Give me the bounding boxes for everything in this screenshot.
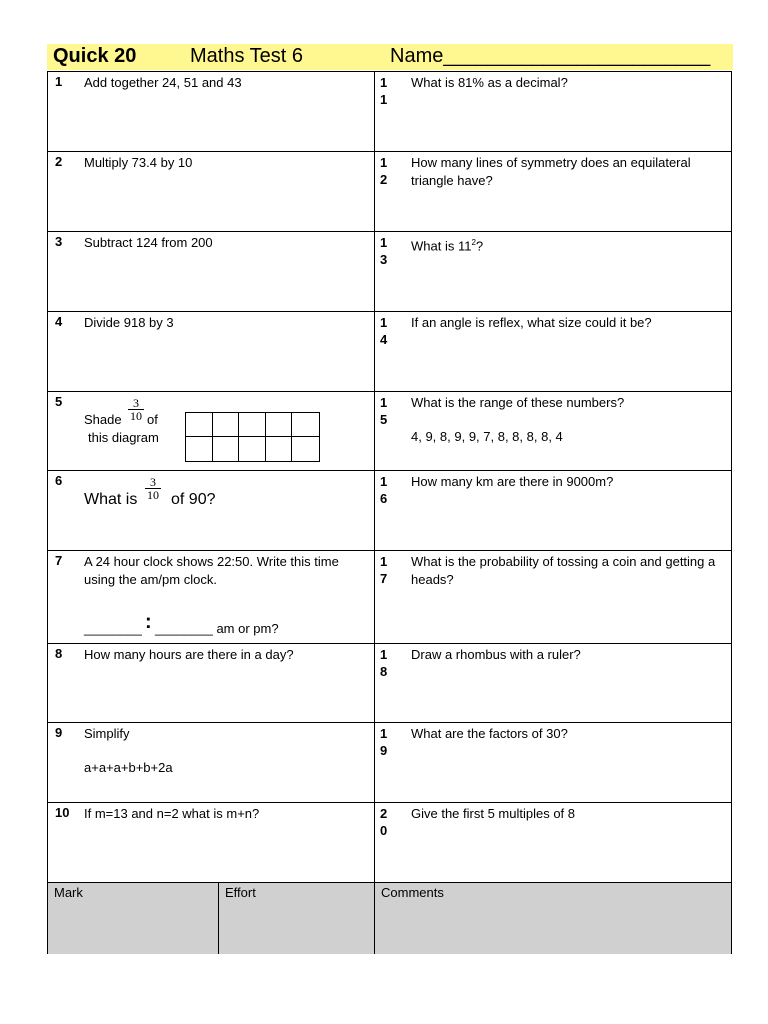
- expression: a+a+a+b+b+2a: [84, 760, 173, 775]
- table-row: [48, 72, 731, 152]
- question-cell[interactable]: [48, 72, 374, 151]
- question-cell[interactable]: [375, 803, 733, 882]
- question-number: 3: [55, 234, 63, 249]
- question-text: If m=13 and n=2 what is m+n?: [84, 806, 260, 821]
- grid-cell[interactable]: [239, 437, 266, 461]
- question-cell[interactable]: [48, 471, 374, 550]
- question-text: Divide 918 by 3: [84, 315, 174, 330]
- question-number: 2: [55, 154, 63, 169]
- grid-cell[interactable]: [266, 413, 293, 437]
- grid-cell[interactable]: [292, 413, 319, 437]
- question-number: 7: [55, 553, 63, 568]
- quick-label: Quick 20: [53, 45, 137, 67]
- mark-cell[interactable]: [48, 883, 219, 954]
- fraction-numerator: 3: [128, 397, 144, 410]
- table-row: [48, 152, 731, 232]
- question-cell[interactable]: [48, 232, 374, 311]
- question-cell[interactable]: [48, 803, 374, 882]
- table-row: [48, 232, 731, 312]
- question-cell[interactable]: [375, 392, 733, 470]
- question-number: 14: [380, 315, 388, 347]
- fraction-denominator: 10: [147, 488, 159, 502]
- table-row: [48, 723, 731, 803]
- question-number: 9: [55, 725, 63, 740]
- question-text: What is the probability of tossing a coin and getting a heads?: [411, 554, 716, 587]
- question-text: How many lines of symmetry does an equilateral triangle have?: [411, 155, 691, 188]
- question-cell[interactable]: [375, 312, 733, 391]
- question-text: How many hours are there in a day?: [84, 647, 294, 662]
- question-text: A 24 hour clock shows 22:50. Write this time using the am/pm clock.: [84, 554, 339, 587]
- question-cell[interactable]: [375, 152, 733, 231]
- question-cell[interactable]: [48, 723, 374, 802]
- grid-cell[interactable]: [292, 437, 319, 461]
- question-number: 4: [55, 314, 63, 329]
- question-text-main: What is 11: [411, 238, 472, 254]
- question-text: What are the factors of 30?: [411, 726, 568, 741]
- time-colon: :: [145, 611, 152, 633]
- question-number: 8: [55, 646, 63, 661]
- question-table: [47, 71, 732, 954]
- question-cell[interactable]: [375, 471, 733, 550]
- question-cell[interactable]: [48, 551, 374, 643]
- question-number: 18: [380, 647, 388, 679]
- question-text: [411, 234, 729, 255]
- shading-grid[interactable]: [185, 412, 320, 462]
- question-cell[interactable]: [48, 152, 374, 231]
- question-number: 13: [380, 235, 388, 267]
- effort-cell[interactable]: [219, 883, 375, 954]
- time-answer-line-1[interactable]: ________: [84, 621, 142, 636]
- grid-cell[interactable]: [186, 437, 213, 461]
- fraction: [128, 397, 144, 422]
- table-row: [48, 312, 731, 392]
- fraction-denominator: 10: [130, 409, 142, 423]
- grid-cell[interactable]: [213, 437, 240, 461]
- question-number: 6: [55, 473, 63, 488]
- question-text: What is 81% as a decimal?: [411, 75, 568, 90]
- question-cell[interactable]: [375, 644, 733, 722]
- question-text: this diagram: [88, 430, 159, 445]
- number-list: 4, 9, 8, 9, 9, 7, 8, 8, 8, 8, 4: [411, 429, 563, 444]
- table-row: [48, 392, 731, 471]
- table-row: [48, 551, 731, 644]
- question-number: 1: [55, 74, 63, 89]
- fraction-numerator: 3: [145, 476, 161, 489]
- question-cell[interactable]: [48, 312, 374, 391]
- question-text: How many km are there in 9000m?: [411, 474, 614, 489]
- comments-label: Comments: [381, 885, 444, 900]
- grid-cell[interactable]: [266, 437, 293, 461]
- effort-label: Effort: [225, 885, 256, 900]
- question-cell[interactable]: [375, 551, 733, 643]
- question-text: Multiply 73.4 by 10: [84, 155, 193, 170]
- grid-cell[interactable]: [239, 413, 266, 437]
- question-text: Subtract 124 from 200: [84, 235, 213, 250]
- table-row: [48, 803, 731, 883]
- feedback-row: [48, 883, 731, 954]
- test-title: Maths Test 6: [190, 45, 304, 67]
- grid-cell[interactable]: [213, 413, 240, 437]
- question-number: 12: [380, 155, 388, 187]
- name-field[interactable]: Name________________________: [390, 45, 711, 67]
- fraction: [145, 476, 161, 501]
- comments-cell[interactable]: [375, 883, 731, 954]
- question-text: of: [147, 412, 158, 427]
- grid-cell[interactable]: [186, 413, 213, 437]
- time-answer-line-2[interactable]: ________ am or pm?: [155, 621, 279, 636]
- mark-label: Mark: [54, 885, 83, 900]
- question-text: Simplify: [84, 726, 130, 741]
- question-number: 11: [380, 75, 388, 107]
- question-text: What is the range of these numbers?: [411, 395, 625, 410]
- question-text: Shade: [84, 412, 122, 427]
- question-cell[interactable]: [375, 72, 733, 151]
- question-text: Draw a rhombus with a ruler?: [411, 647, 581, 662]
- question-number: 16: [380, 474, 388, 506]
- question-cell[interactable]: [375, 232, 733, 311]
- question-text-end: ?: [475, 238, 484, 254]
- question-cell[interactable]: [48, 392, 374, 470]
- question-number: 15: [380, 395, 388, 427]
- question-number: 10: [55, 805, 70, 820]
- question-text: Add together 24, 51 and 43: [84, 75, 242, 90]
- question-number: 17: [380, 554, 388, 586]
- question-text: of 90?: [171, 491, 216, 508]
- question-text: Give the first 5 multiples of 8: [411, 806, 576, 821]
- exponent: 2: [471, 238, 476, 247]
- table-row: [48, 644, 731, 723]
- test-header: [47, 44, 733, 70]
- table-row: [48, 471, 731, 551]
- question-text: What is: [84, 491, 138, 508]
- question-number: 19: [380, 726, 388, 758]
- question-text: If an angle is reflex, what size could it be?: [411, 315, 652, 330]
- question-cell[interactable]: [375, 723, 733, 802]
- question-number: 20: [380, 806, 388, 838]
- question-cell[interactable]: [48, 644, 374, 722]
- question-number: 5: [55, 394, 63, 409]
